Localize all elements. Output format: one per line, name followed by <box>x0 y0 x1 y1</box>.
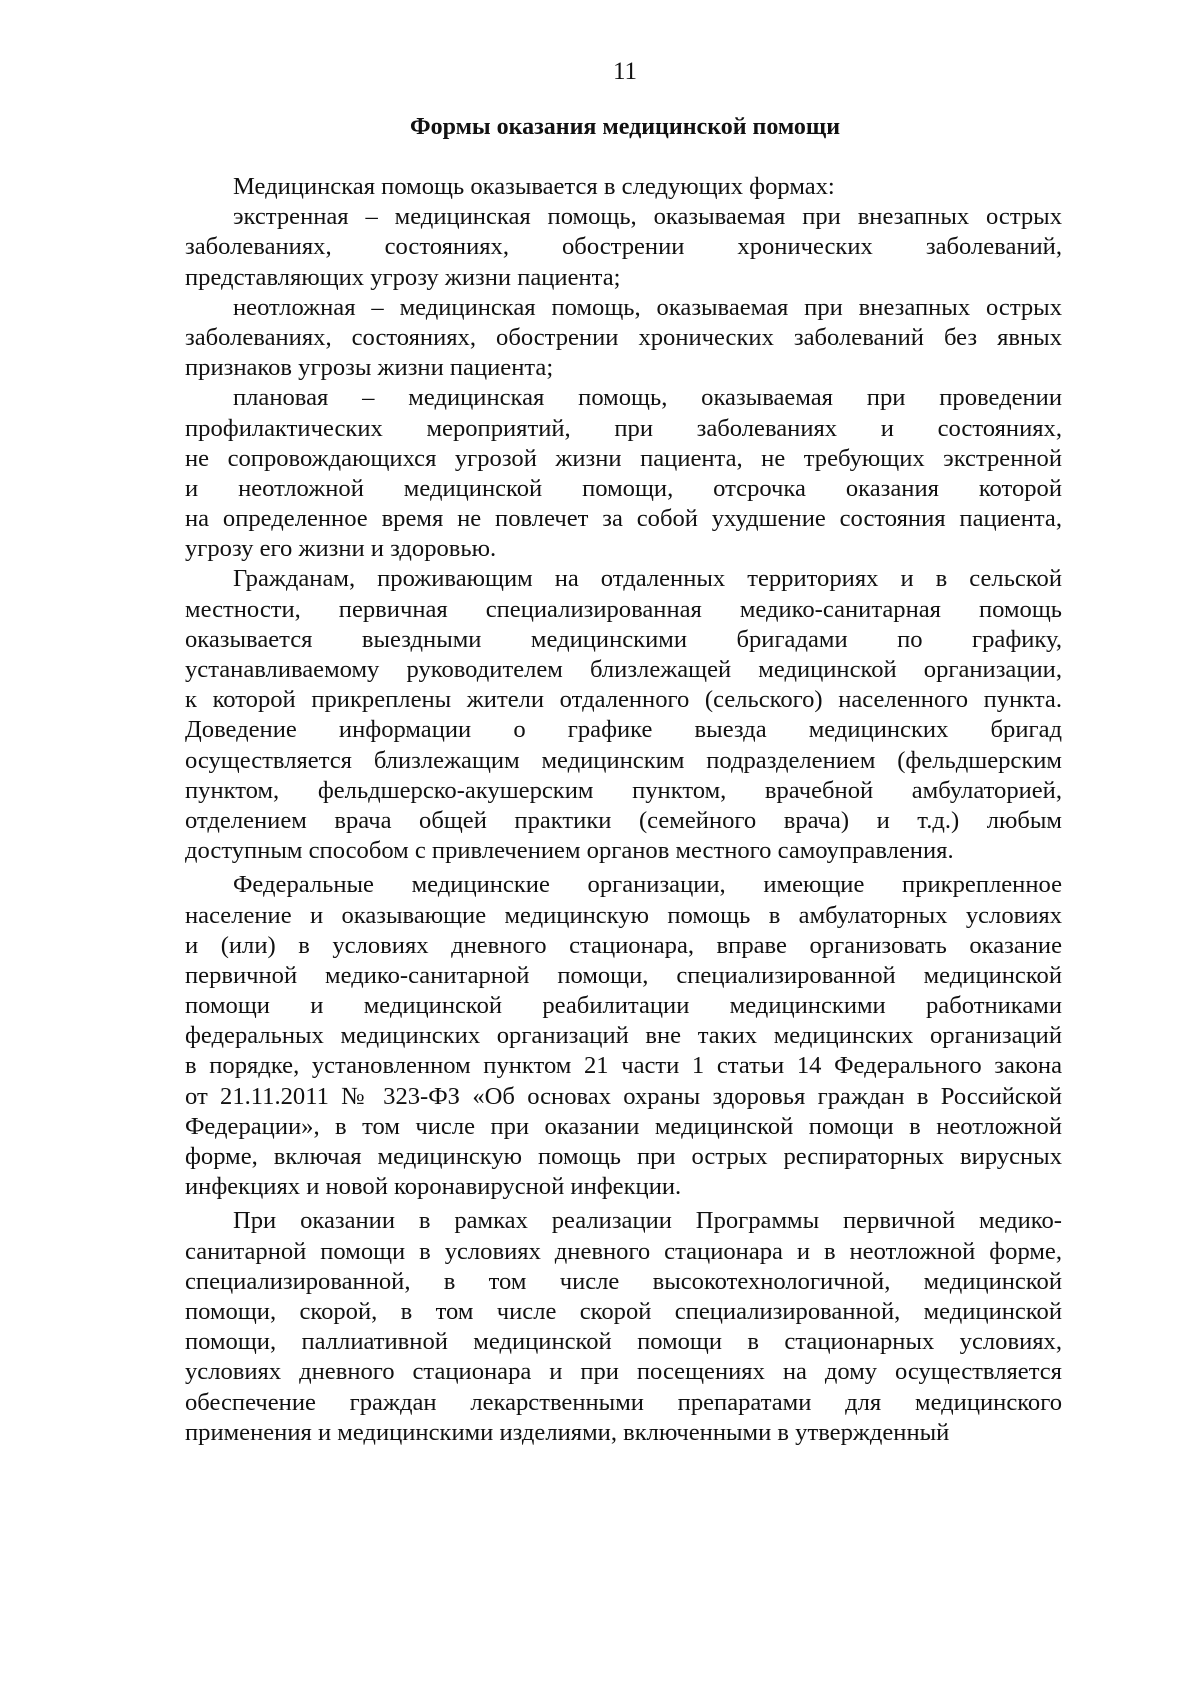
text-line: помощи и медицинской реабилитации медицинскими работниками <box>185 992 1062 1020</box>
text-line: осуществляется близлежащим медицинским подразделением (фельдшерским <box>185 746 1062 774</box>
text-line: признаков угрозы жизни пациента; <box>185 354 554 382</box>
text-line: помощи, скорой, в том числе скорой специализированной, медицинской <box>185 1297 1062 1325</box>
paragraph <box>185 1206 1062 1448</box>
text-line: и неотложной медицинской помощи, отсрочка оказания которой <box>185 474 1062 502</box>
text-line: к которой прикреплены жители отдаленного (сельского) населенного пункта. <box>185 686 1062 714</box>
text-line: Федеральные медицинские организации, имеющие прикрепленное <box>233 871 1062 899</box>
text-line: пунктом, фельдшерско-акушерским пунктом, врачебной амбулаторией, <box>185 776 1062 804</box>
text-line: профилактических мероприятий, при заболеваниях и состояниях, <box>185 414 1062 442</box>
text-line: плановая – медицинская помощь, оказываемая при проведении <box>233 384 1062 412</box>
text-line: применения и медицинскими изделиями, включенными в утвержденный <box>185 1418 950 1446</box>
text-line: экстренная – медицинская помощь, оказываемая при внезапных острых <box>233 203 1062 231</box>
text-line: обеспечение граждан лекарственными препаратами для медицинского <box>185 1388 1062 1416</box>
text-line: устанавливаемому руководителем близлежащей медицинской организации, <box>185 656 1062 683</box>
text-line: заболеваниях, состояниях, обострении хронических заболеваний без явных <box>185 323 1062 351</box>
text-line: заболеваниях, состояниях, обострении хронических заболеваний, <box>185 233 1062 261</box>
text-line: отделением врача общей практики (семейного врача) и т.д.) любым <box>185 806 1062 834</box>
text-line: и (или) в условиях дневного стационара, вправе организовать оказание <box>185 931 1062 959</box>
text-line: форме, включая медицинскую помощь при острых респираторных вирусных <box>185 1143 1062 1170</box>
text-line: первичной медико-санитарной помощи, специализированной медицинской <box>185 961 1062 989</box>
document-body <box>185 172 1062 1448</box>
text-line: на определенное время не повлечет за собой ухудшение состояния пациента, <box>185 505 1062 533</box>
paragraph <box>185 202 1062 293</box>
text-line: от 21.11.2011 № 323-ФЗ «Об основах охраны здоровья граждан в Российской <box>185 1082 1062 1110</box>
text-line: специализированной, в том числе высокотехнологичной, медицинской <box>185 1267 1062 1295</box>
text-line: Федерации», в том числе при оказании медицинской помощи в неотложной <box>185 1112 1062 1140</box>
paragraph <box>185 870 1062 1202</box>
text-line: Доведение информации о графике выезда медицинских бригад <box>185 716 1062 744</box>
text-line: Медицинская помощь оказывается в следующих формах: <box>233 173 835 200</box>
text-line: в порядке, установленном пунктом 21 части 1 статьи 14 Федерального закона <box>185 1052 1062 1080</box>
paragraph <box>185 564 1062 866</box>
text-line: санитарной помощи в условиях дневного стационара и в неотложной форме, <box>185 1237 1062 1265</box>
section-title: Формы оказания медицинской помощи <box>409 114 841 140</box>
text-line: местности, первичная специализированная медико-санитарная помощь <box>185 595 1062 623</box>
text-line: условиях дневного стационара и при посещениях на дому осуществляется <box>185 1358 1062 1386</box>
text-line: оказывается выездными медицинскими бригадами по графику, <box>185 625 1062 653</box>
text-line: При оказании в рамках реализации Программы первичной медико- <box>233 1207 1062 1235</box>
text-line: не сопровождающихся угрозой жизни пациента, не требующих экстренной <box>185 444 1062 472</box>
text-line: доступным способом с привлечением органов местного самоуправления. <box>185 837 954 865</box>
paragraph <box>185 293 1062 384</box>
text-line: инфекциях и новой коронавирусной инфекции. <box>185 1173 682 1201</box>
text-line: Гражданам, проживающим на отдаленных территориях и в сельской <box>233 565 1062 593</box>
text-line: помощи, паллиативной медицинской помощи в стационарных условиях, <box>185 1328 1062 1356</box>
text-line: федеральных медицинских организаций вне таких медицинских организаций <box>185 1022 1062 1050</box>
paragraph <box>185 172 1062 202</box>
page-number: 11 <box>612 58 638 85</box>
text-line: угрозу его жизни и здоровью. <box>185 535 497 563</box>
paragraph <box>185 383 1062 564</box>
text-line: представляющих угрозу жизни пациента; <box>185 263 621 291</box>
text-line: население и оказывающие медицинскую помощь в амбулаторных условиях <box>185 901 1062 929</box>
text-line: неотложная – медицинская помощь, оказываемая при внезапных острых <box>233 293 1062 321</box>
